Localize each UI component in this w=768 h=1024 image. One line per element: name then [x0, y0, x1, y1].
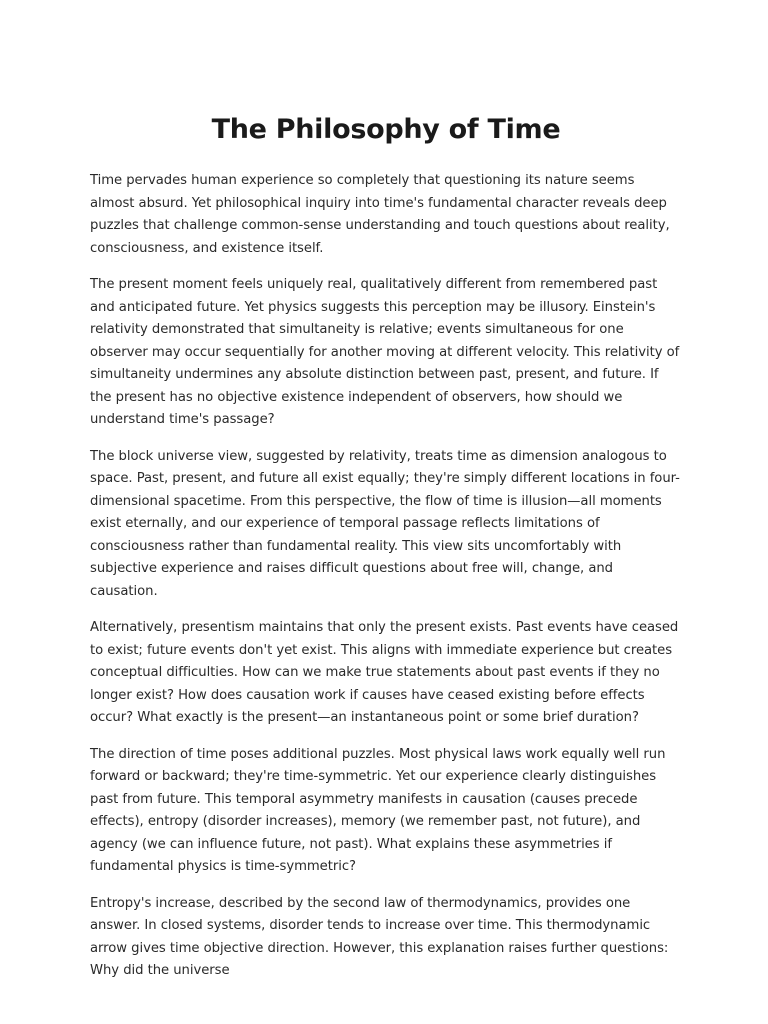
paragraph-intro: Time pervades human experience so completely that questioning its nature seems almost absurd. Yet philosophical inquiry into time's fundamental character reveals deep puzzles that challenge common-sense understanding and touch questions about reality, consciousness, and existence itself. — [90, 173, 670, 256]
paragraph-present-moment: The present moment feels uniquely real, qualitatively different from remembered past and anticipated future. Yet physics suggests this perception may be illusory. Einstein's relativity demonstrated that simultaneity is relative; events simultaneous for one observer may occur sequentially for another moving at different velocity. This relativity of simultaneity undermines any absolute distinction between past, present, and future. If the present has no objective existence independent of observers, how should we understand time's passage? — [90, 277, 680, 427]
document-title: The Philosophy of Time — [211, 114, 561, 145]
paragraph-presentism: Alternatively, presentism maintains that only the present exists. Past events have ceased to exist; future events don't yet exist. This aligns with immediate experience but creates conceptual difficulties. How can we make true statements about past events if they no longer exist? How does causation work if causes have ceased existing before effects occur? What exactly is the present—an instantaneous point or some brief duration? — [90, 620, 679, 725]
paragraph-block-universe: The block universe view, suggested by relativity, treats time as dimension analogous to space. Past, present, and future all exist equally; they're simply different locations in four-dimensional spacetime. From this perspective, the flow of time is illusion—all moments exist eternally, and our experience of temporal passage reflects limitations of consciousness rather than fundamental reality. This view sits uncomfortably with subjective experience and raises difficult questions about free will, change, and causation. — [90, 448, 680, 599]
paragraph-direction-of-time: The direction of time poses additional puzzles. Most physical laws work equally well run forward or backward; they're time-symmetric. Yet our experience clearly distinguishes past from future. This temporal asymmetry manifests in causation (causes precede effects), entropy (disorder increases), memory (we remember past, not future), and agency (we can influence future, not past). What explains these asymmetries if fundamental physics is time-symmetric? — [90, 746, 666, 874]
paragraph-entropy: Entropy's increase, described by the second law of thermodynamics, provides one answer. In closed systems, disorder tends to increase over time. This thermodynamic arrow gives time objective direction. However, this explanation raises further questions: Why did the universe — [90, 895, 669, 978]
document-page — [90, 108, 682, 997]
